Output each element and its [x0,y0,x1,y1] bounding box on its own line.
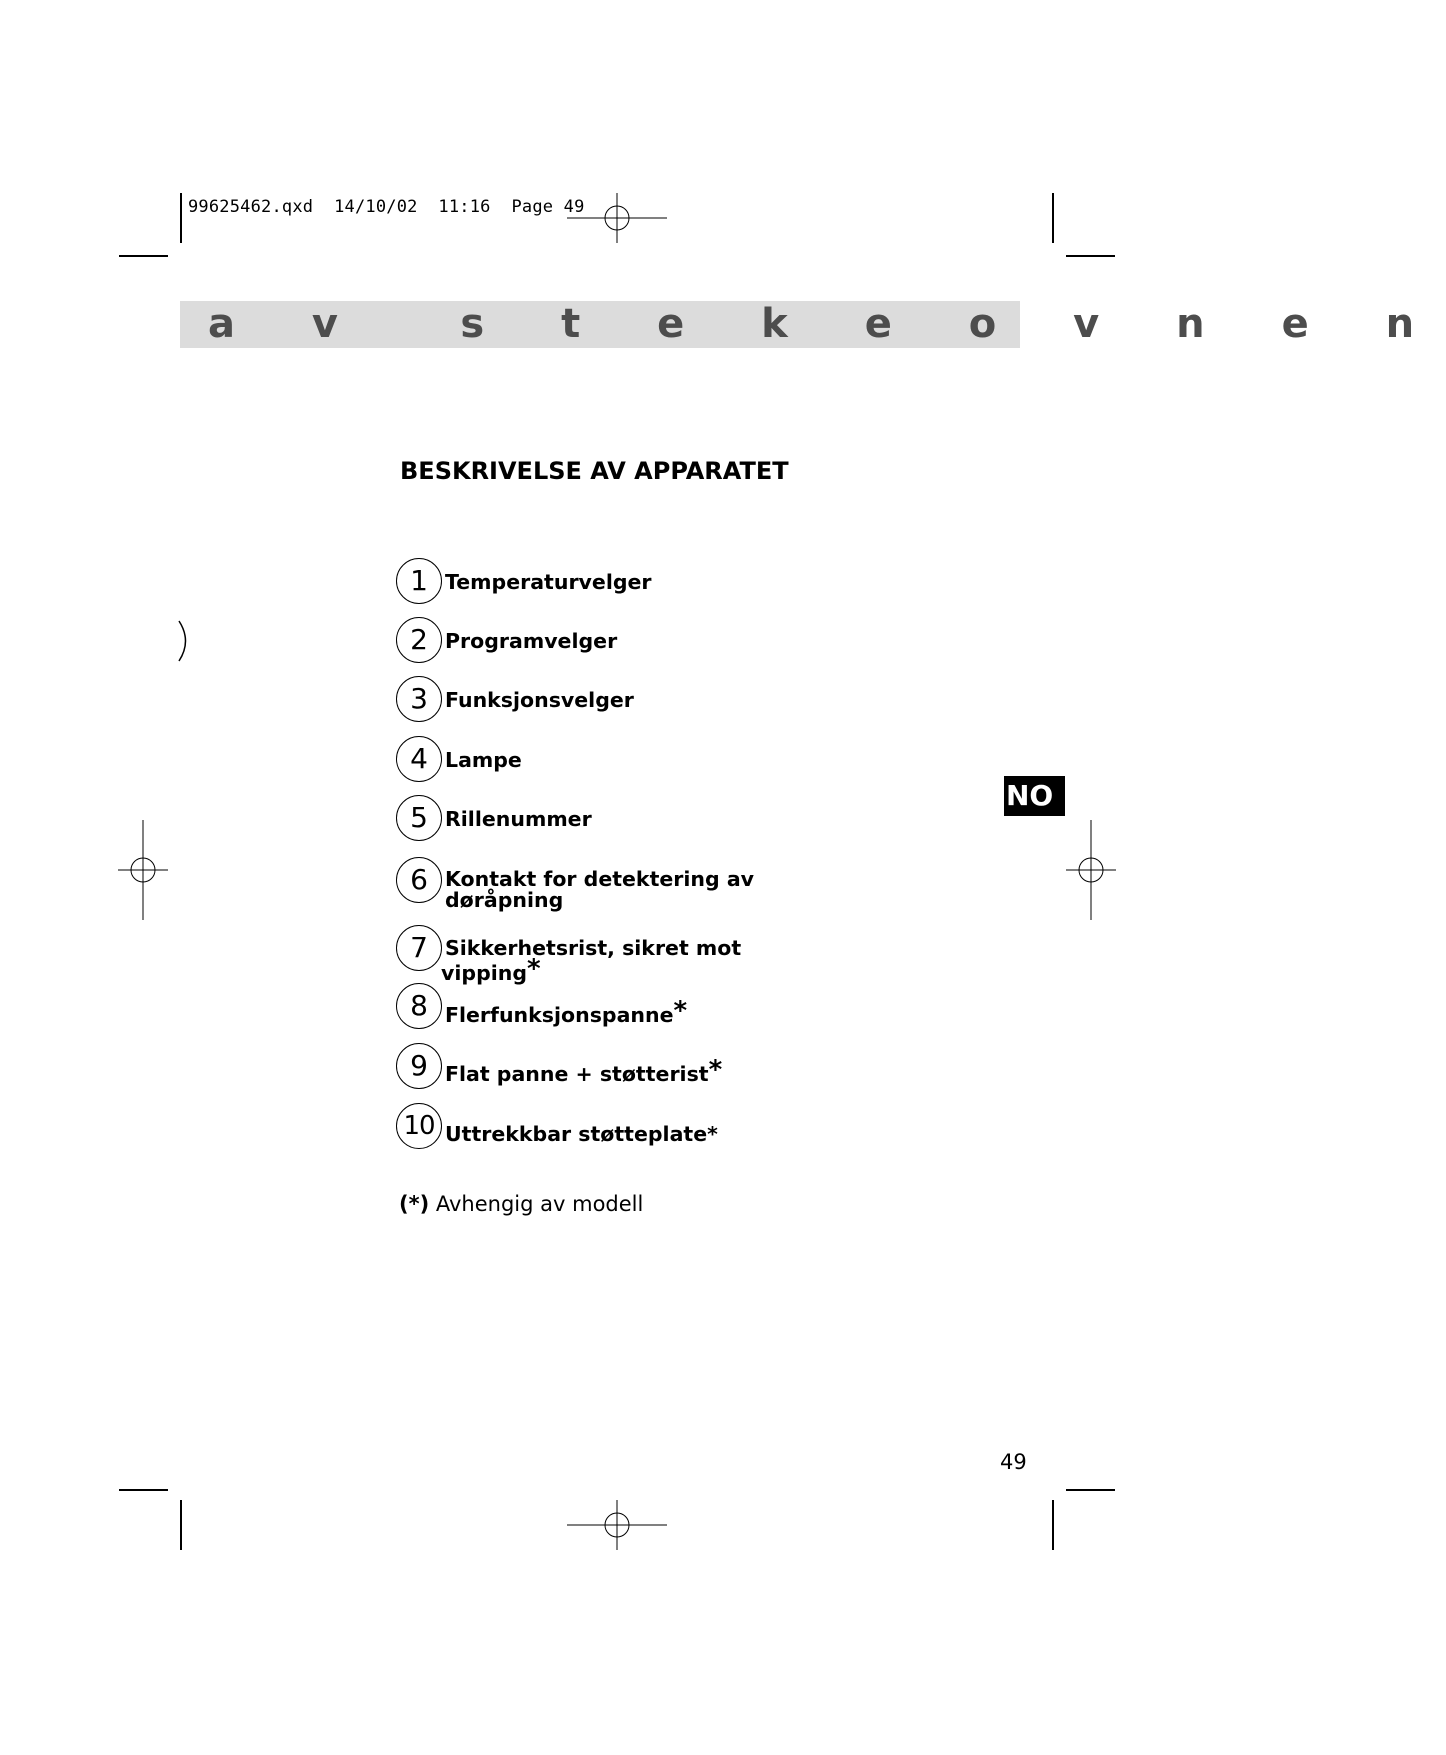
item-number: 2 [396,617,442,663]
footnote: (*) Avhengig av modell [399,1192,644,1216]
item-label: Lampe [445,748,522,772]
item-number: 10 [396,1103,442,1149]
item-number: 8 [396,983,442,1029]
chapter-banner [180,301,1446,348]
item-number: 4 [396,736,442,782]
item-number: 9 [396,1043,442,1089]
item-label: Funksjonsvelger [445,688,634,712]
item-number: 5 [396,795,442,841]
item-number: 6 [396,857,442,903]
item-label: Uttrekkbar støtteplate* [445,1122,718,1146]
page-number: 49 [1000,1450,1027,1474]
item-label: Flerfunksjonspanne* [445,996,688,1027]
chapter-title: a v s t e k e o v n e n [208,301,1446,347]
item-number: 1 [396,558,442,604]
registration-mark-bottom [567,1500,667,1550]
section-title: BESKRIVELSE AV APPARATET [400,457,789,485]
crop-mark [1066,255,1115,257]
registration-mark-right [1066,820,1116,920]
item-label: Kontakt for detektering av døråpning [445,867,755,912]
registration-mark-left [118,820,168,920]
language-tab: NO [1004,776,1065,816]
crop-mark [119,1489,168,1491]
item-number: 7 [396,925,442,971]
item-number: 3 [396,676,442,722]
item-label: Flat panne + støtterist* [445,1055,723,1086]
crop-mark [1052,1500,1054,1550]
item-label: Sikkerhetsrist, sikret mot vipping* [441,936,742,985]
crop-mark [180,193,182,243]
crop-mark [1066,1489,1115,1491]
crop-mark [119,255,168,257]
crop-mark [180,1500,182,1550]
item-label: Temperaturvelger [445,570,652,594]
print-slug: 99625462.qxd 14/10/02 11:16 Page 49 [188,197,585,217]
binding-hole-mark [178,620,190,662]
item-label: Rillenummer [445,807,592,831]
item-label: Programvelger [445,629,618,653]
crop-mark [1052,193,1054,243]
